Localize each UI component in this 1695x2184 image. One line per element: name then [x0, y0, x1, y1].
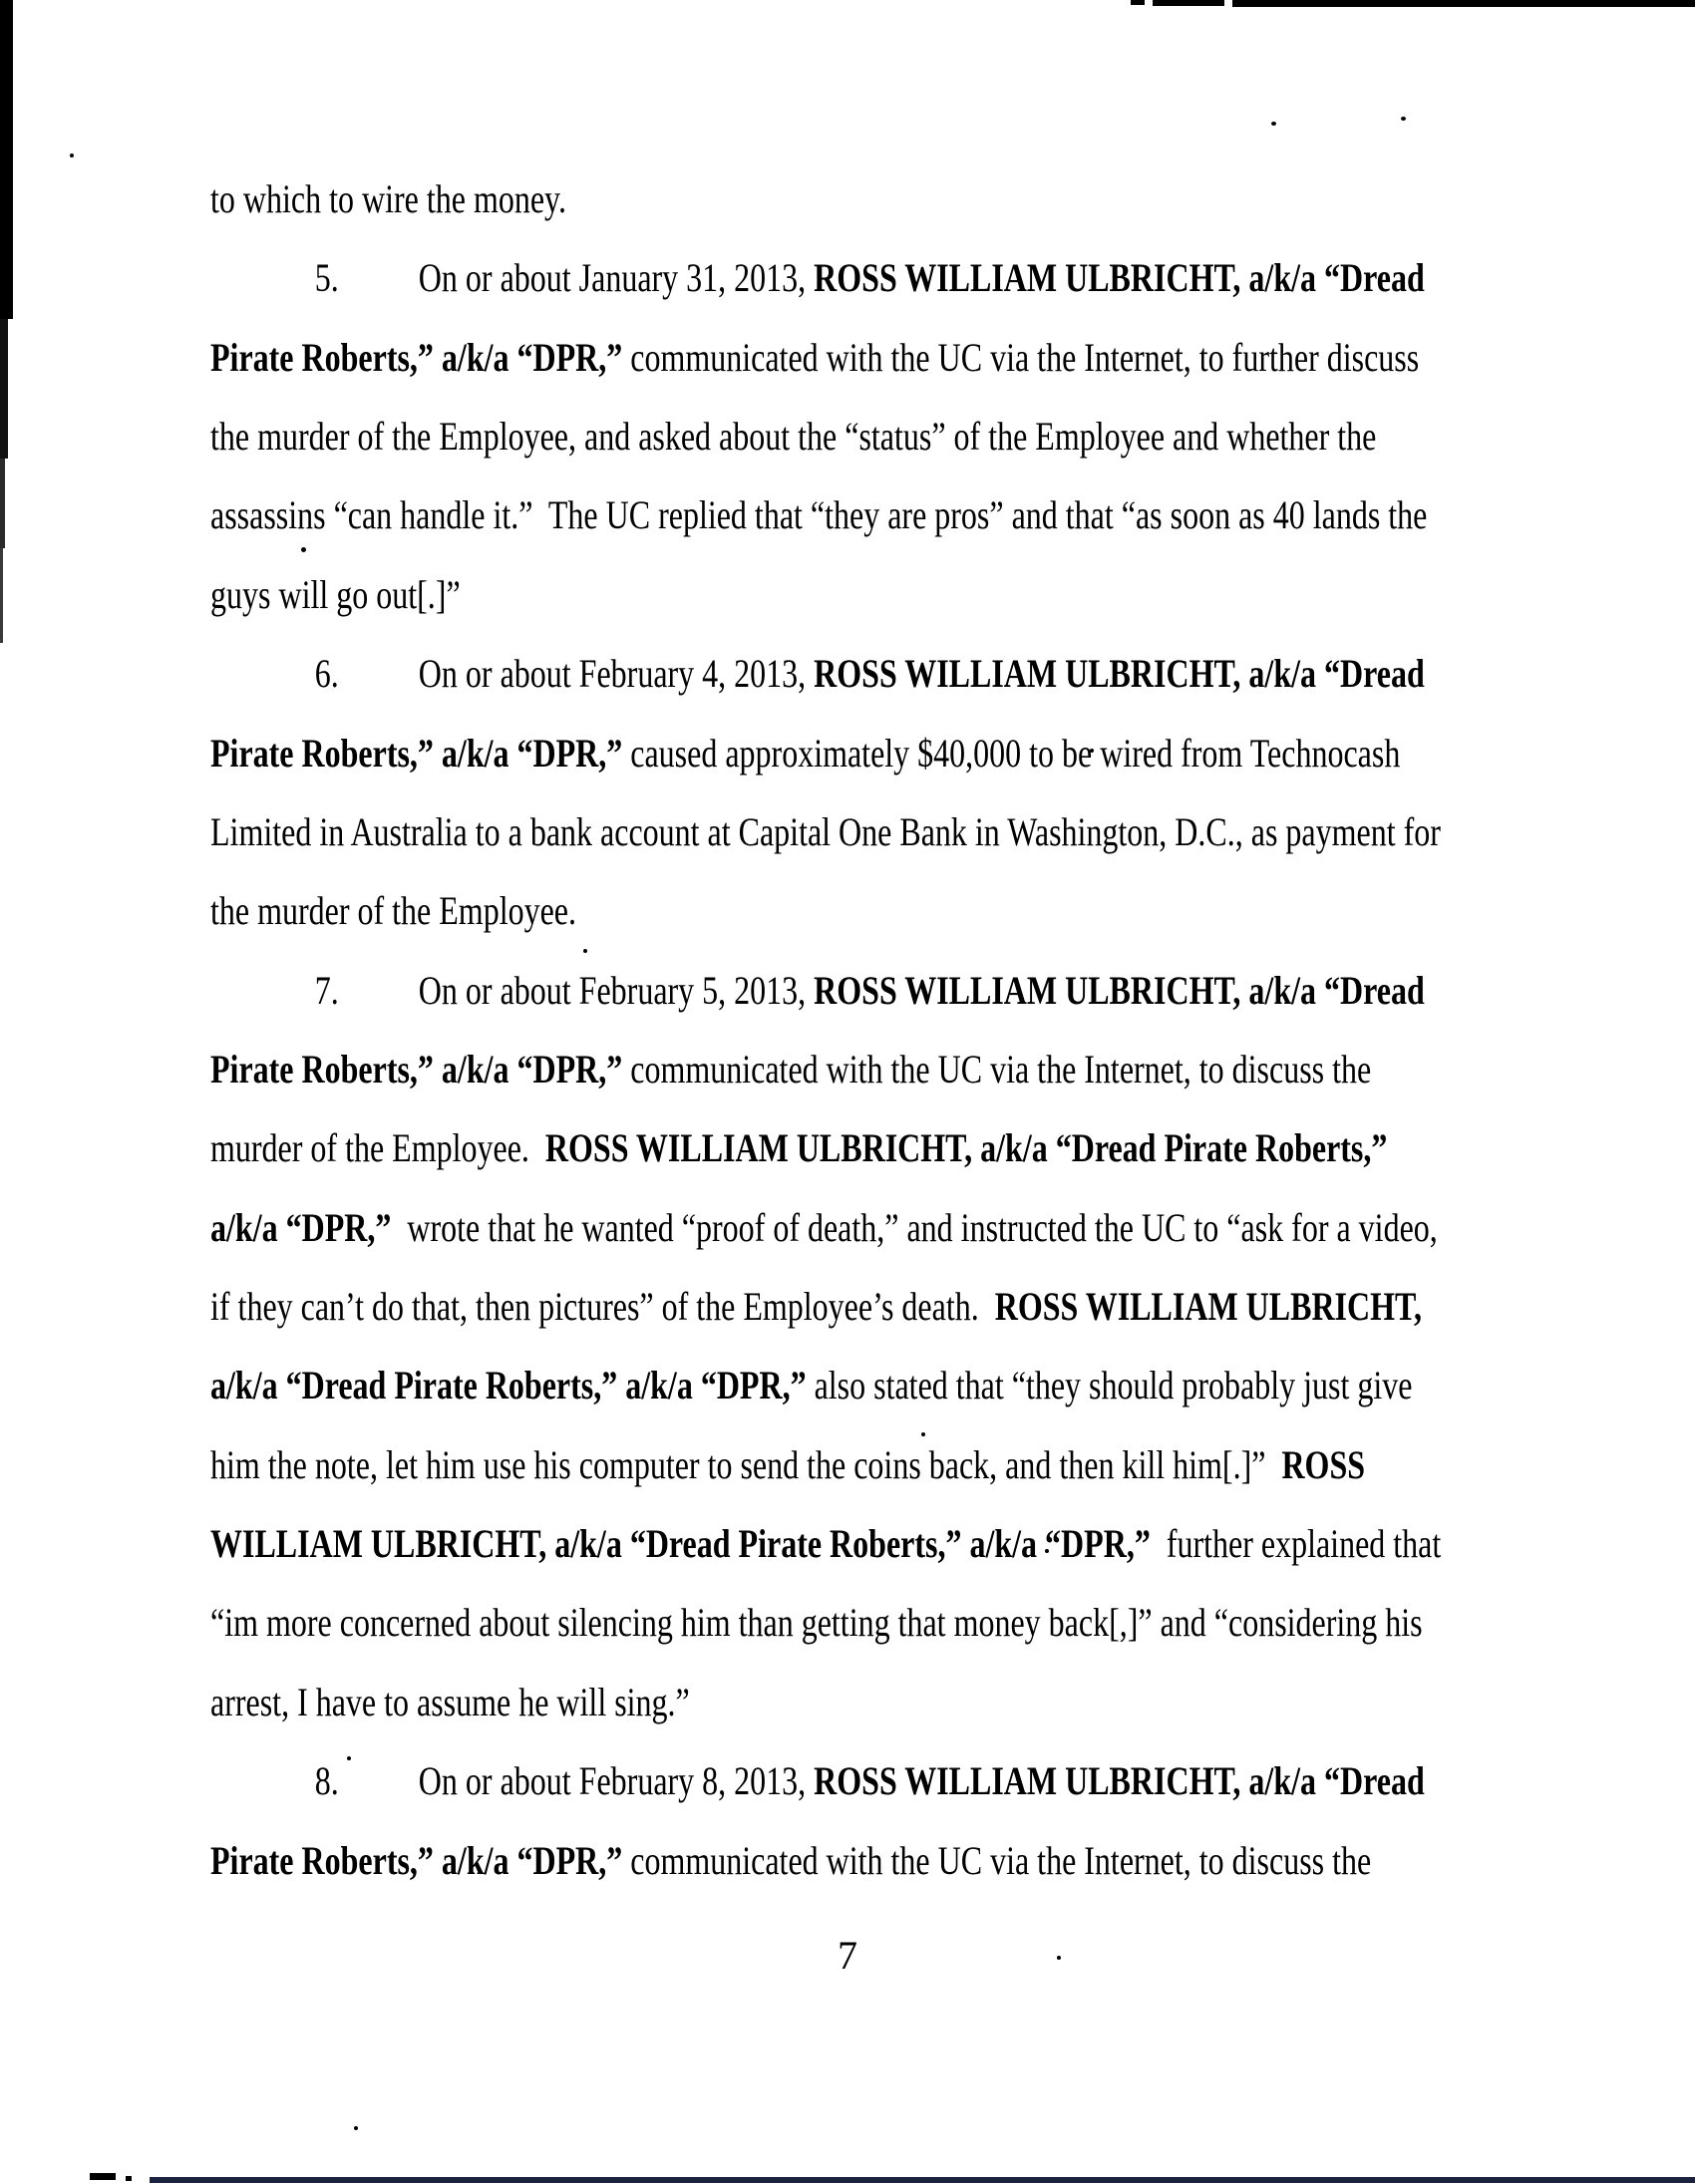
text-segment: On or about January 31, 2013,: [418, 255, 815, 301]
paragraph-first-line: [315, 951, 1694, 1030]
text-line: [210, 1504, 1694, 1583]
scan-speck: [70, 154, 74, 157]
page-number: 7: [838, 1933, 857, 1978]
scan-artifact-bottom-line: [150, 2177, 1695, 2183]
text-line: [210, 1108, 1694, 1187]
text-segment: assassins “can handle it.” The UC replied that “they are pros” and that “as soon as 40 lands the: [210, 492, 1428, 538]
text-segment: On or about February 8, 2013,: [418, 1758, 815, 1804]
text-segment: him the note, let him use his computer to send the coins back, and then kill him[.]”: [210, 1441, 1282, 1487]
text-segment: arrest, I have to assume he will sing.”: [210, 1679, 690, 1724]
text-segment: murder of the Employee.: [210, 1125, 545, 1171]
text-segment: further explained that: [1150, 1521, 1442, 1567]
text-line: [210, 318, 1694, 397]
text-line: [210, 555, 1694, 634]
bold-text-segment: ROSS WILLIAM ULBRICHT, a/k/a “Dread: [814, 255, 1425, 301]
text-segment: the murder of the Employee.: [210, 888, 576, 934]
bold-text-segment: Pirate Roberts,” a/k/a “DPR,”: [210, 1837, 623, 1883]
text-line: [210, 714, 1694, 792]
text-segment: communicated with the UC via the Internet, to further discuss: [622, 334, 1420, 380]
scan-speck: [1401, 117, 1406, 121]
bold-text-segment: a/k/a “Dread Pirate Roberts,” a/k/a “DPR,”: [210, 1363, 807, 1408]
bold-text-segment: WILLIAM ULBRICHT, a/k/a “Dread Pirate Roberts,” a/k/a “DPR,”: [210, 1521, 1151, 1567]
scan-speck: [1271, 122, 1276, 126]
bold-text-segment: ROSS WILLIAM ULBRICHT, a/k/a “Dread: [814, 1758, 1425, 1804]
paragraph-first-line: [315, 238, 1694, 317]
text-segment: wrote that he wanted “proof of death,” and instructed the UC to “ask for a video,: [391, 1204, 1438, 1250]
scan-artifact-left-bar: [0, 548, 3, 643]
text-segment: communicated with the UC via the Internet, to discuss the: [622, 1837, 1372, 1883]
bold-text-segment: Pirate Roberts,” a/k/a “DPR,”: [210, 334, 623, 380]
text-segment: to which to wire the money.: [210, 176, 566, 221]
text-segment: On or about February 4, 2013,: [418, 651, 815, 697]
paragraph-number: 7.: [314, 967, 339, 1013]
text-line: [210, 1583, 1694, 1662]
text-line: [210, 475, 1694, 554]
scan-speck: [354, 2126, 358, 2130]
bold-text-segment: Pirate Roberts,” a/k/a “DPR,”: [210, 1046, 623, 1092]
scan-artifact-left-bar: [0, 319, 8, 459]
paragraph-first-line: [315, 1741, 1694, 1820]
text-segment: also stated that “they should probably just give: [806, 1363, 1413, 1408]
text-line: [210, 792, 1694, 871]
text-line: [210, 159, 1694, 238]
text-segment: guys will go out[.]”: [210, 571, 461, 617]
scan-artifact-top-line: [1131, 0, 1145, 5]
text-line: [210, 1663, 1694, 1741]
text-line: [210, 1267, 1694, 1346]
text-line: [210, 1346, 1694, 1424]
text-line: [210, 871, 1694, 950]
bold-text-segment: ROSS: [1281, 1441, 1366, 1487]
text-line: [210, 397, 1694, 475]
bold-text-segment: Pirate Roberts,” a/k/a “DPR,”: [210, 730, 623, 776]
text-line: [210, 1821, 1694, 1900]
text-segment: communicated with the UC via the Internet, to discuss the: [622, 1046, 1372, 1092]
text-line: [210, 1030, 1694, 1108]
text-segment: if they can’t do that, then pictures” of the Employee’s death.: [210, 1284, 995, 1330]
scan-artifact-bottom-dash: [126, 2176, 132, 2181]
bold-text-segment: ROSS WILLIAM ULBRICHT, a/k/a “Dread: [814, 651, 1425, 697]
bold-text-segment: ROSS WILLIAM ULBRICHT, a/k/a “Dread: [814, 967, 1425, 1013]
scan-artifact-top-line: [1153, 0, 1224, 6]
paragraph-first-line: [315, 634, 1694, 713]
text-segment: “im more concerned about silencing him than getting that money back[,]” and “considering his: [210, 1600, 1423, 1646]
bold-text-segment: ROSS WILLIAM ULBRICHT, a/k/a “Dread Pirate Roberts,”: [544, 1125, 1388, 1171]
document-body-text: [210, 159, 1694, 1900]
paragraph-number: 8.: [314, 1758, 339, 1804]
text-segment: On or about February 5, 2013,: [418, 967, 815, 1013]
text-segment: caused approximately $40,000 to be wired from Technocash: [622, 730, 1401, 776]
scan-artifact-top-line: [1232, 0, 1695, 7]
text-line: [210, 1425, 1694, 1504]
text-line: [210, 1188, 1694, 1267]
text-segment: the murder of the Employee, and asked about the “status” of the Employee and whether the: [210, 414, 1377, 460]
bold-text-segment: a/k/a “DPR,”: [210, 1204, 392, 1250]
scan-artifact-bottom-dash: [90, 2173, 116, 2180]
scan-artifact-left-bar: [0, 0, 13, 319]
bold-text-segment: ROSS WILLIAM ULBRICHT,: [994, 1284, 1422, 1330]
paragraph-number: 6.: [314, 651, 339, 697]
paragraph-number: 5.: [314, 255, 339, 301]
scan-artifact-left-bar: [0, 459, 5, 548]
text-segment: Limited in Australia to a bank account at Capital One Bank in Washington, D.C., as payment for: [210, 808, 1441, 854]
